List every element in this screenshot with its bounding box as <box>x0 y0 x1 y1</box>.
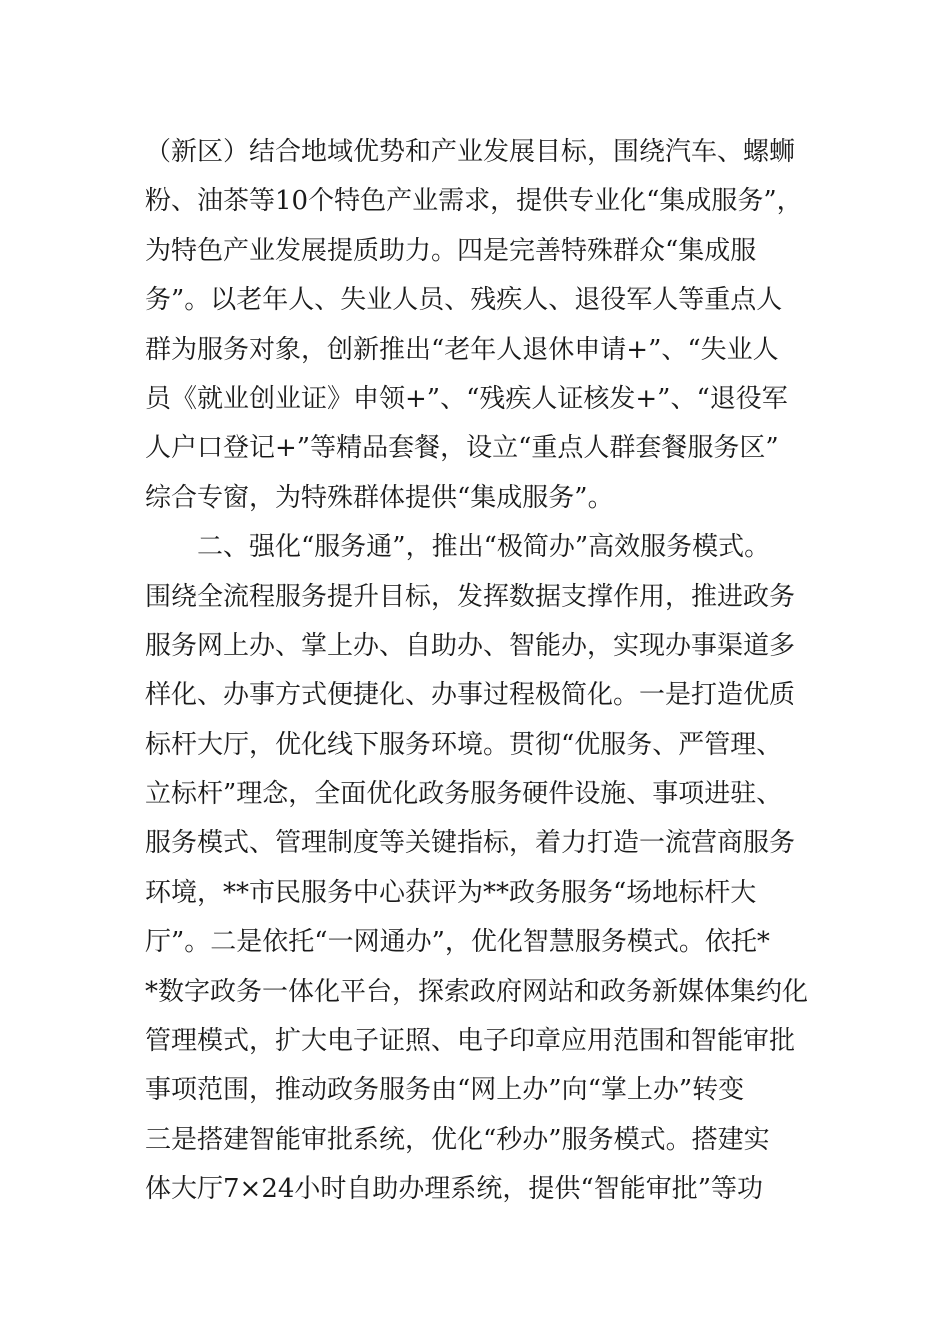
text-line: 三是搭建智能审批系统，优化“秒办”服务模式。搭建实 <box>145 1124 770 1155</box>
text-line: 管理模式，扩大电子证照、电子印章应用范围和智能审批 <box>145 1026 796 1057</box>
text-line: 厅”。二是依托“一网通办”，优化智慧服务模式。依托* <box>145 927 770 958</box>
text-line: 围绕全流程服务提升目标，发挥数据支撑作用，推进政务 <box>145 581 796 612</box>
text-line: 环境，**市民服务中心获评为**政务服务“场地标杆大 <box>145 877 757 908</box>
text-line: 为特色产业发展提质助力。四是完善特殊群众“集成服 <box>145 235 757 266</box>
document-body <box>145 128 835 1215</box>
text-line: 服务模式、管理制度等关键指标，着力打造一流营商服务 <box>145 828 796 859</box>
text-line: 员《就业创业证》申领+”、“残疾人证核发+”、“退役军 <box>145 383 788 414</box>
text-line: 粉、油茶等10个特色产业需求，提供专业化“集成服务”， <box>145 186 803 217</box>
text-line: 事项范围，推动政务服务由“网上办”向“掌上办”转变 <box>145 1075 745 1106</box>
text-line: 人户口登记+”等精品套餐，设立“重点人群套餐服务区” <box>145 433 779 464</box>
text-line: 服务网上办、掌上办、自助办、智能办，实现办事渠道多 <box>145 630 796 661</box>
text-line: *数字政务一体化平台，探索政府网站和政务新媒体集约化 <box>145 976 809 1007</box>
section-heading-line: 二、强化“服务通”，推出“极简办”高效服务模式。 <box>197 532 771 563</box>
text-line: 务”。以老年人、失业人员、残疾人、退役军人等重点人 <box>145 285 783 316</box>
text-line: 样化、办事方式便捷化、办事过程极简化。一是打造优质 <box>145 680 796 711</box>
text-line: 综合专窗，为特殊群体提供“集成服务”。 <box>145 482 614 513</box>
text-line: 群为服务对象，创新推出“老年人退休申请+”、“失业人 <box>145 334 779 365</box>
text-line: 体大厅7×24小时自助办理系统，提供“智能审批”等功 <box>145 1174 763 1205</box>
text-line: 立标杆”理念，全面优化政务服务硬件设施、事项进驻、 <box>145 779 783 810</box>
text-line: 标杆大厅，优化线下服务环境。贯彻“优服务、严管理、 <box>145 729 783 760</box>
text-line: （新区）结合地域优势和产业发展目标，围绕汽车、螺蛳 <box>145 137 796 167</box>
